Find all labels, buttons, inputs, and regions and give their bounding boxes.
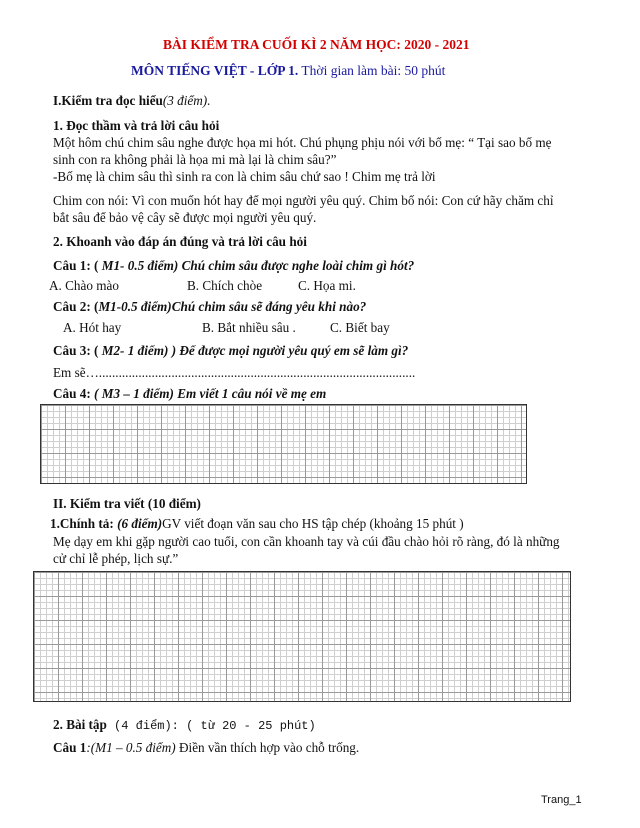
question-3: Câu 3: ( M2- 1 điểm) ) Để được mọi người yêu quý em sẽ làm gì? <box>53 343 409 358</box>
reading-line: bắt sâu để bảo vệ cây sẽ được mọi người yêu quý. <box>53 210 317 225</box>
reading-line: sinh con ra không phải là họa mi mà lại là chim sâu?” <box>53 152 337 167</box>
reading-line: -Bố mẹ là chim sâu thì sinh ra con là chim sâu chứ sao ! Chim mẹ trả lời <box>53 169 436 184</box>
part1-heading: I.Kiểm tra đọc hiểu(3 điểm). <box>53 93 211 108</box>
dictation-passage-line: cử chỉ lễ phép, lịch sự.” <box>53 551 179 566</box>
exam-subtitle <box>131 62 445 80</box>
reading-line: Một hôm chú chim sâu nghe được họa mi hót. Chú phụng phịu nói với bố mẹ: “ Tại sao bố mẹ <box>53 135 552 150</box>
q1-option-a: A. Chào mào <box>49 278 119 293</box>
q2-option-c: C. Biết bay <box>330 320 390 335</box>
q1-option-b: B. Chích chòe <box>187 278 263 293</box>
q2-option-a: A. Hót hay <box>63 320 122 335</box>
question-4: Câu 4: ( M3 – 1 điểm) Em viết 1 câu nói về mẹ em <box>53 386 327 401</box>
reading-line: Chim con nói: Vì con muốn hót hay để mọi người yêu quý. Chim bố nói: Con cứ hãy chăm chỉ <box>53 193 554 208</box>
reading-heading: 1. Đọc thầm và trả lời câu hỏi <box>53 118 220 133</box>
question-2: Câu 2: (M1-0.5 điểm)Chú chim sâu sẽ đáng yêu khi nào? <box>53 299 367 314</box>
dictation-instruction: 1.Chính tả: (6 điểm)GV viết đoạn văn sau cho HS tập chép (khoảng 15 phút ) <box>50 516 464 531</box>
writing-grid-q4 <box>40 404 527 484</box>
page-number: Trang_1 <box>541 794 582 806</box>
part2-heading: II. Kiểm tra viết (10 điểm) <box>53 496 201 511</box>
exam-title: BÀI KIỂM TRA CUỐI KÌ 2 NĂM HỌC: 2020 - 2021 <box>163 37 470 52</box>
exercise-heading: 2. Bài tập (4 điểm): ( từ 20 - 25 phút) <box>53 717 316 733</box>
subject-label: MÔN TIẾNG VIỆT - LỚP 1. <box>131 63 299 78</box>
questions-heading: 2. Khoanh vào đáp án đúng và trả lời câu hỏi <box>53 234 307 249</box>
dictation-passage-line: Mẹ dạy em khi gặp người cao tuổi, con cần khoanh tay và cúi đầu chào hỏi rõ ràng, đó là những <box>53 534 560 549</box>
q2-option-b: B. Bắt nhiều sâu . <box>202 320 296 335</box>
time-limit: Thời gian làm bài: 50 phút <box>298 63 446 78</box>
exercise-question-1: Câu 1:(M1 – 0.5 điểm) Điền vần thích hợp vào chỗ trống. <box>53 740 360 755</box>
q3-answer-line: Em sẽ…................................................................................................ <box>53 365 416 380</box>
q1-option-c: C. Họa mi. <box>298 278 356 293</box>
writing-grid-dictation <box>33 571 571 702</box>
question-1: Câu 1: ( M1- 0.5 điểm) Chú chim sâu được nghe loài chim gì hót? <box>53 258 415 273</box>
